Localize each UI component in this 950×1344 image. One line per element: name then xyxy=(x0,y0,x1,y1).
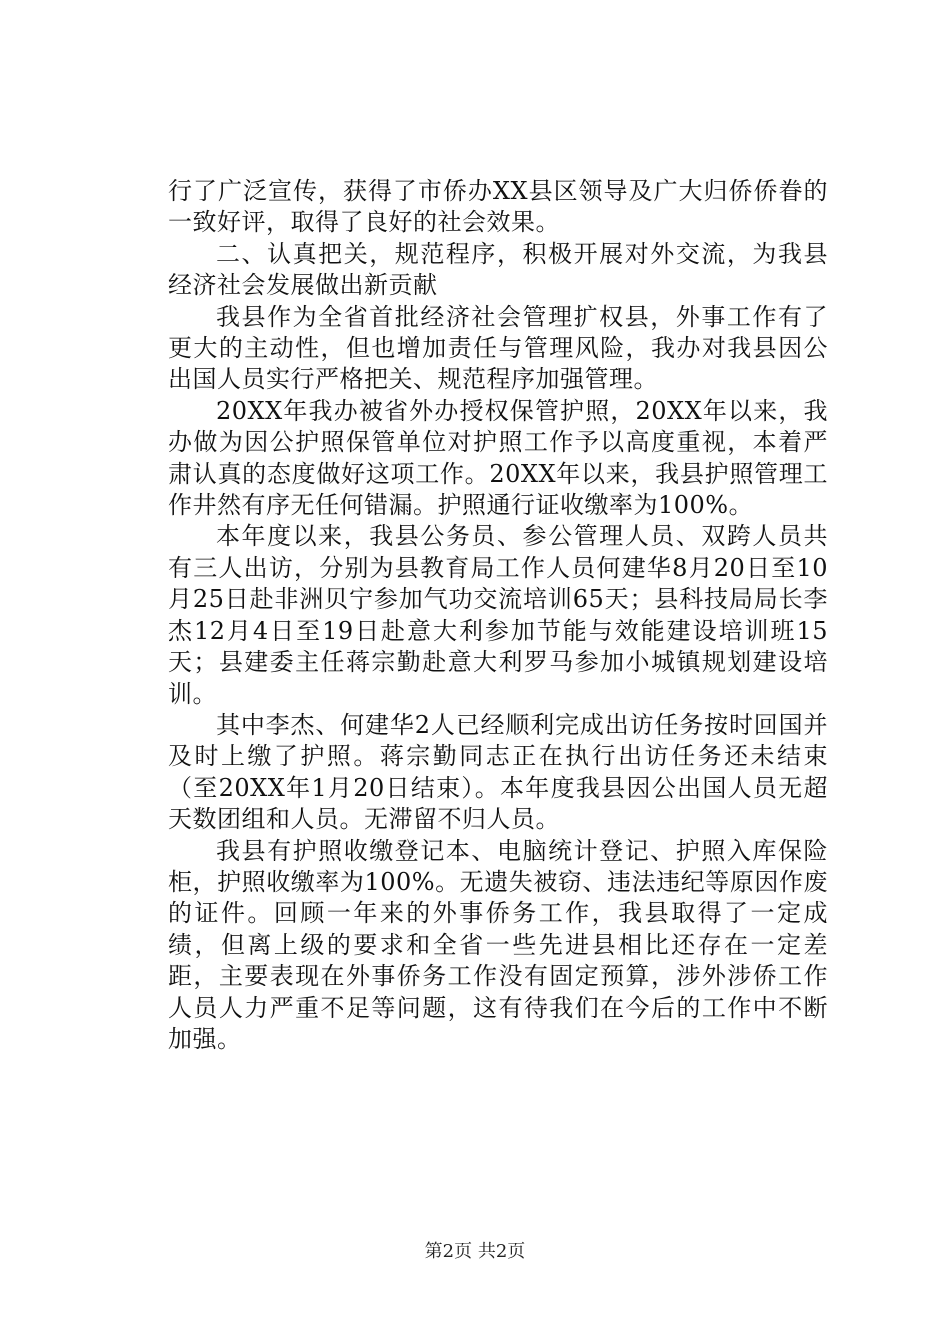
paragraph-continuation: 行了广泛宣传，获得了市侨办XX县区领导及广大归侨侨眷的一致好评，取得了良好的社会效果。 xyxy=(168,177,828,237)
section-heading: 二、认真把关，规范程序，积极开展对外交流，为我县经济社会发展做出新贡献 xyxy=(168,239,828,300)
paragraph-visits: 本年度以来，我县公务员、参公管理人员、双跨人员共有三人出访，分别为县教育局工作人员何建华8月20日至10月25日赴非洲贝宁参加气功交流培训65天；县科技局局长李杰12月4日至19日赴意大利参加节能与效能建设培训班15天；县建委主任蒋宗勤赴意大利罗马参加小城镇规划建设培训。 xyxy=(168,522,828,708)
document-body xyxy=(168,176,828,1055)
paragraph-expanded-authority: 我县作为全省首批经济社会管理扩权县，外事工作有了更大的主动性，但也增加责任与管理风险，我办对我县因公出国人员实行严格把关、规范程序加强管理。 xyxy=(168,302,828,394)
paragraph-summary: 我县有护照收缴登记本、电脑统计登记、护照入库保险柜，护照收缴率为100%。无遗失被窃、违法违纪等原因作废的证件。回顾一年来的外事侨务工作，我县取得了一定成绩，但离上级的要求和全省一些先进县相比还存在一定差距，主要表现在外事侨务工作没有固定预算，涉外涉侨工作人员人力严重不足等问题，这有待我们在今后的工作中不断加强。 xyxy=(168,836,828,1053)
paragraph-visit-status: 其中李杰、何建华2人已经顺利完成出访任务按时回国并及时上缴了护照。蒋宗勤同志正在执行出访任务还未结束（至20XX年1月20日结束）。本年度我县因公出国人员无超天数团组和人员。无滞留不归人员。 xyxy=(168,710,828,834)
page-footer: 第2页 共2页 xyxy=(424,1241,526,1262)
paragraph-passport-custody: 20XX年我办被省外办授权保管护照，20XX年以来，我办做为因公护照保管单位对护照工作予以高度重视，本着严肃认真的态度做好这项工作。20XX年以来，我县护照管理工作井然有序无任何错漏。护照通行证收缴率为100%。 xyxy=(168,396,828,520)
